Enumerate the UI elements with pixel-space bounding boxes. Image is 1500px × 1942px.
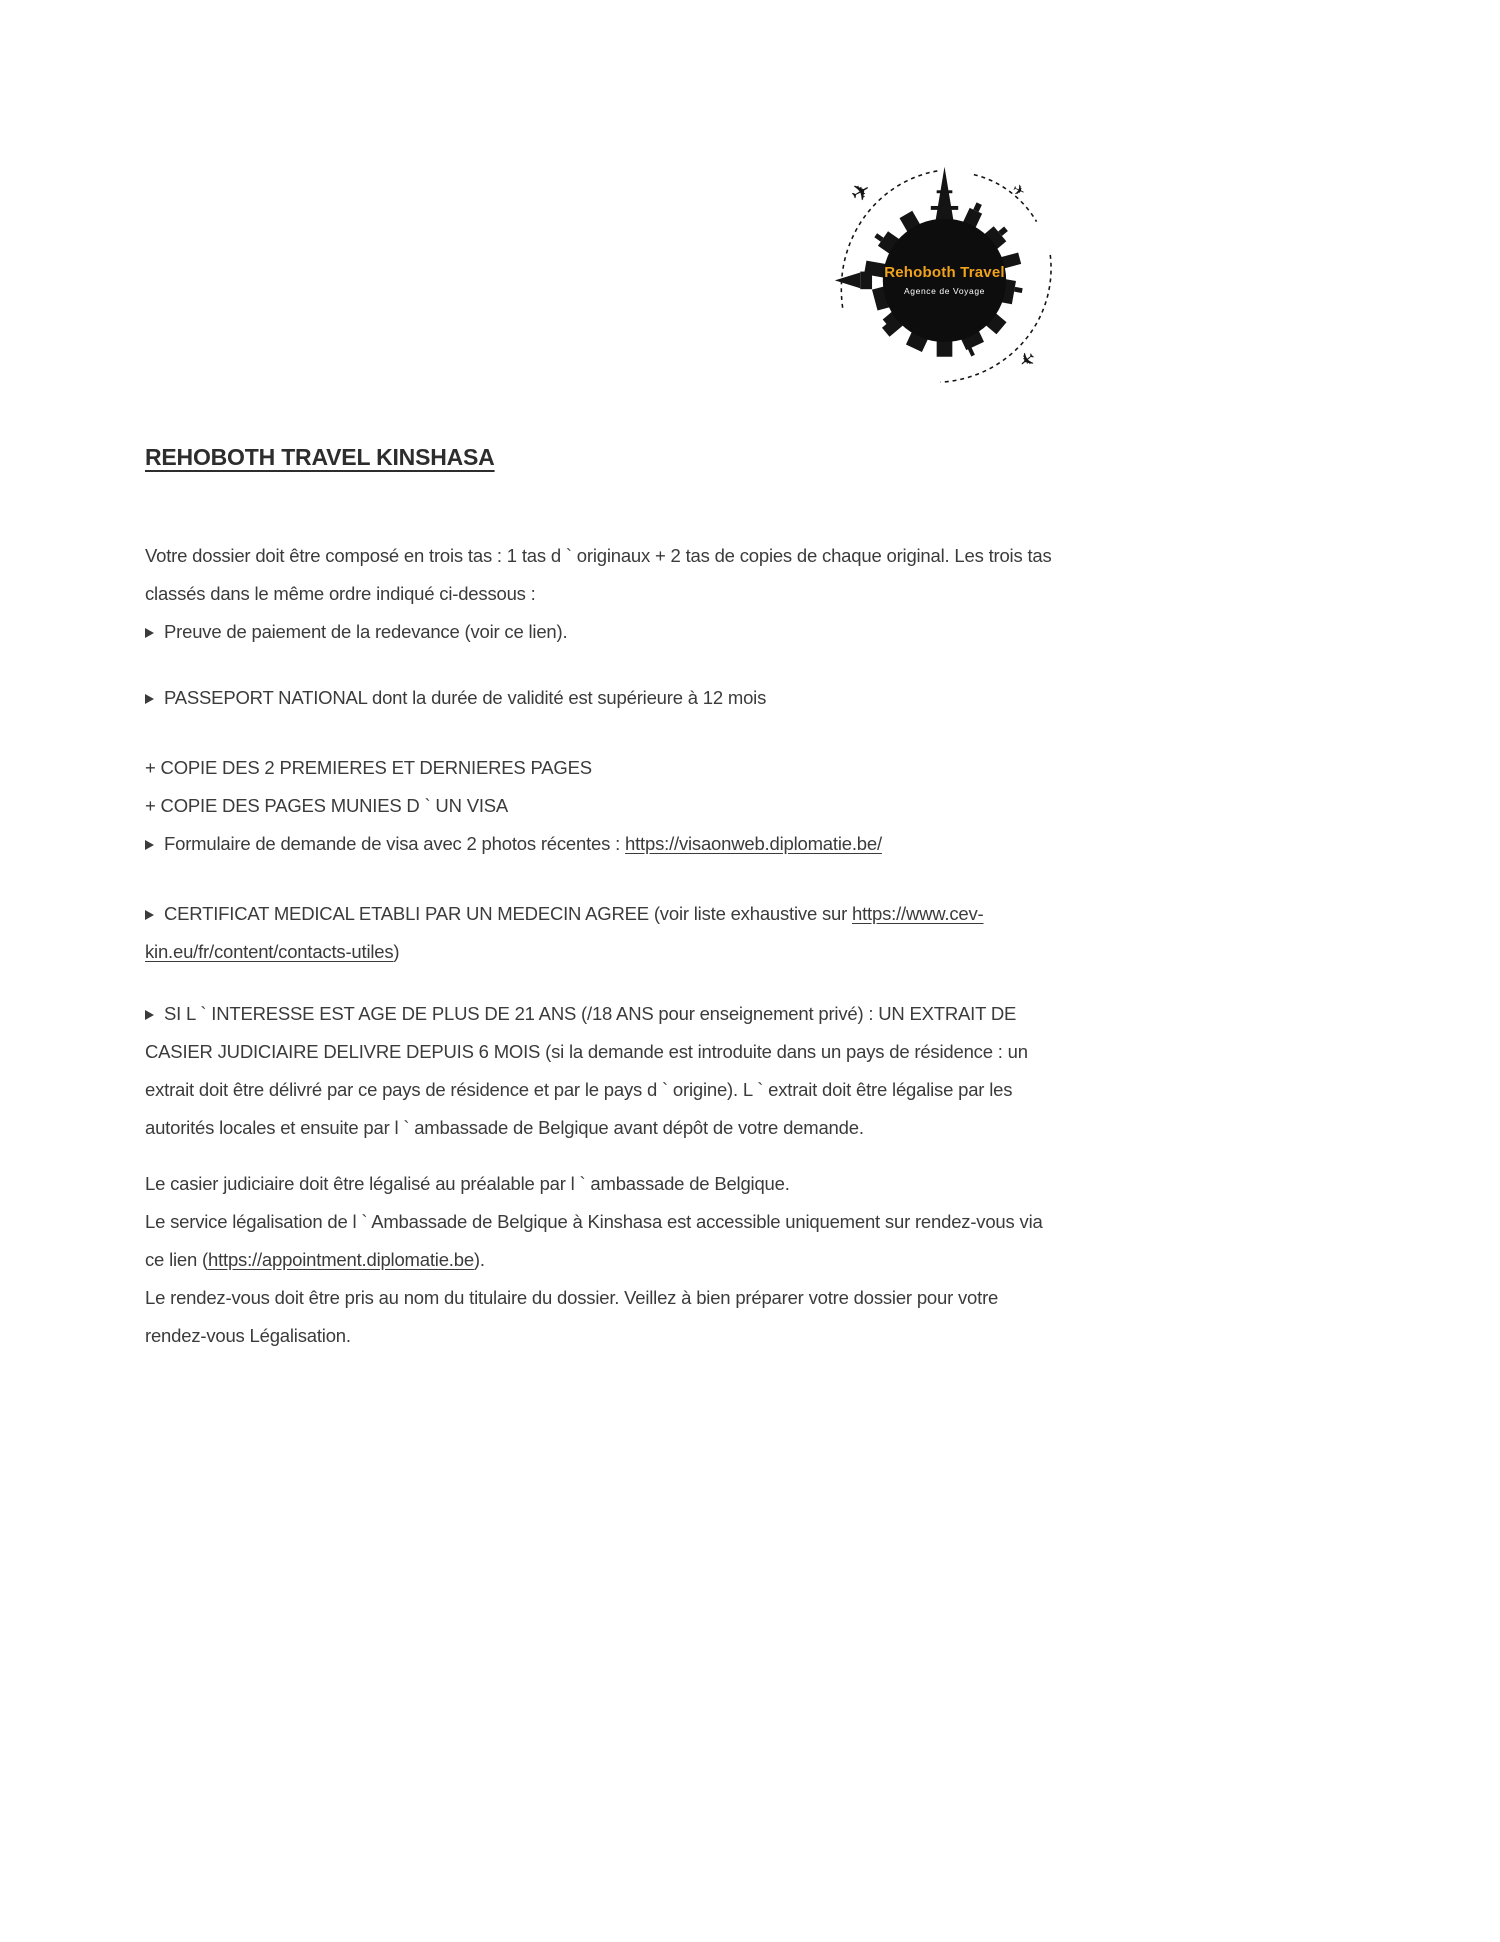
list-item-text: + COPIE DES PAGES MUNIES D ` UN VISA [145,795,509,816]
arrow-bullet-icon [145,910,154,920]
visaonweb-link[interactable]: https://visaonweb.diplomatie.be/ [625,833,882,854]
list-item-text: ) [393,941,400,962]
document-content [145,444,1053,1355]
list-item-text: + COPIE DES 2 PREMIERES ET DERNIERES PAGES [145,757,592,778]
list-item-text: PASSEPORT NATIONAL dont la durée de validité est supérieure à 12 mois [164,687,767,708]
plane-icon: ✈ [1009,180,1028,202]
arrow-bullet-icon [145,1010,154,1020]
list-item-text: SI L ` INTERESSE EST AGE DE PLUS DE 21 ANS (/18 ANS pour enseignement privé) : UN EXTRAIT DE CASIER JUDICIAIRE DELIVRE DEPUIS 6 MOIS (si la demande est introduite dans un pays de résidence : un extrait doit être délivré par ce pays de résidence et par le pays d ` origine). L ` extrait doit être légalise par les autorités locales et ensuite par l ` ambassade de Belgique avant dépôt de votre demande. [145,1003,1028,1138]
plane-icon: ✈ [1012,345,1041,374]
eiffel-tower-icon [931,167,958,220]
plane-icon: ✈ [845,175,877,210]
paragraph-legalisation-service [145,1203,1053,1279]
arrow-bullet-icon [145,694,154,704]
arrow-bullet-icon [145,628,154,638]
list-item-text: CERTIFICAT MEDICAL ETABLI PAR UN MEDECIN AGREE (voir liste exhaustive sur [164,903,853,924]
logo-disc [883,219,1006,342]
list-item-payment [145,613,1053,651]
list-item-criminal-record [145,995,1053,1147]
cev-kin-link[interactable]: https://www.cev-kin.eu/fr/content/contacts-utiles [145,903,984,962]
intro-paragraph [145,537,1053,613]
list-item-copy-pages [145,749,1053,787]
rehoboth-travel-logo [827,157,1062,392]
list-item-text: Preuve de paiement de la redevance (voir ce lien). [164,621,568,642]
paragraph-text: ). [473,1249,485,1270]
paragraph-appointment [145,1279,1053,1355]
list-item-text: Formulaire de demande de visa avec 2 photos récentes : [164,833,626,854]
logo-skyline-graphic [827,157,1062,392]
paragraph-text: Le casier judiciaire doit être légalisé au préalable par l ` ambassade de Belgique. [145,1173,790,1194]
list-item-medical [145,895,1053,971]
arrow-bullet-icon [145,840,154,850]
flight-path-icon [974,175,1037,222]
list-item-copy-visa [145,787,1053,825]
paragraph-legalisation [145,1165,1053,1203]
page-title: REHOBOTH TRAVEL KINSHASA [145,444,495,470]
logo-brand-name: Rehoboth Travel [884,264,1005,282]
intro-text: Votre dossier doit être composé en trois tas : 1 tas d ` originaux + 2 tas de copies de chaque original. Les trois tas classés dans le même ordre indiqué ci-dessous : [145,545,1052,604]
paragraph-text: Le rendez-vous doit être pris au nom du titulaire du dossier. Veillez à bien préparer votre dossier pour votre rendez-vous Légalisation. [145,1287,999,1346]
list-item-passport [145,679,1053,717]
paragraph-text: Le service légalisation de l ` Ambassade de Belgique à Kinshasa est accessible uniquement sur rendez-vous via ce lien ( [145,1211,1043,1270]
appointment-link[interactable]: https://appointment.diplomatie.be [207,1249,474,1270]
list-item-visa-form [145,825,1053,863]
logo-tagline: Agence de Voyage [904,286,985,297]
